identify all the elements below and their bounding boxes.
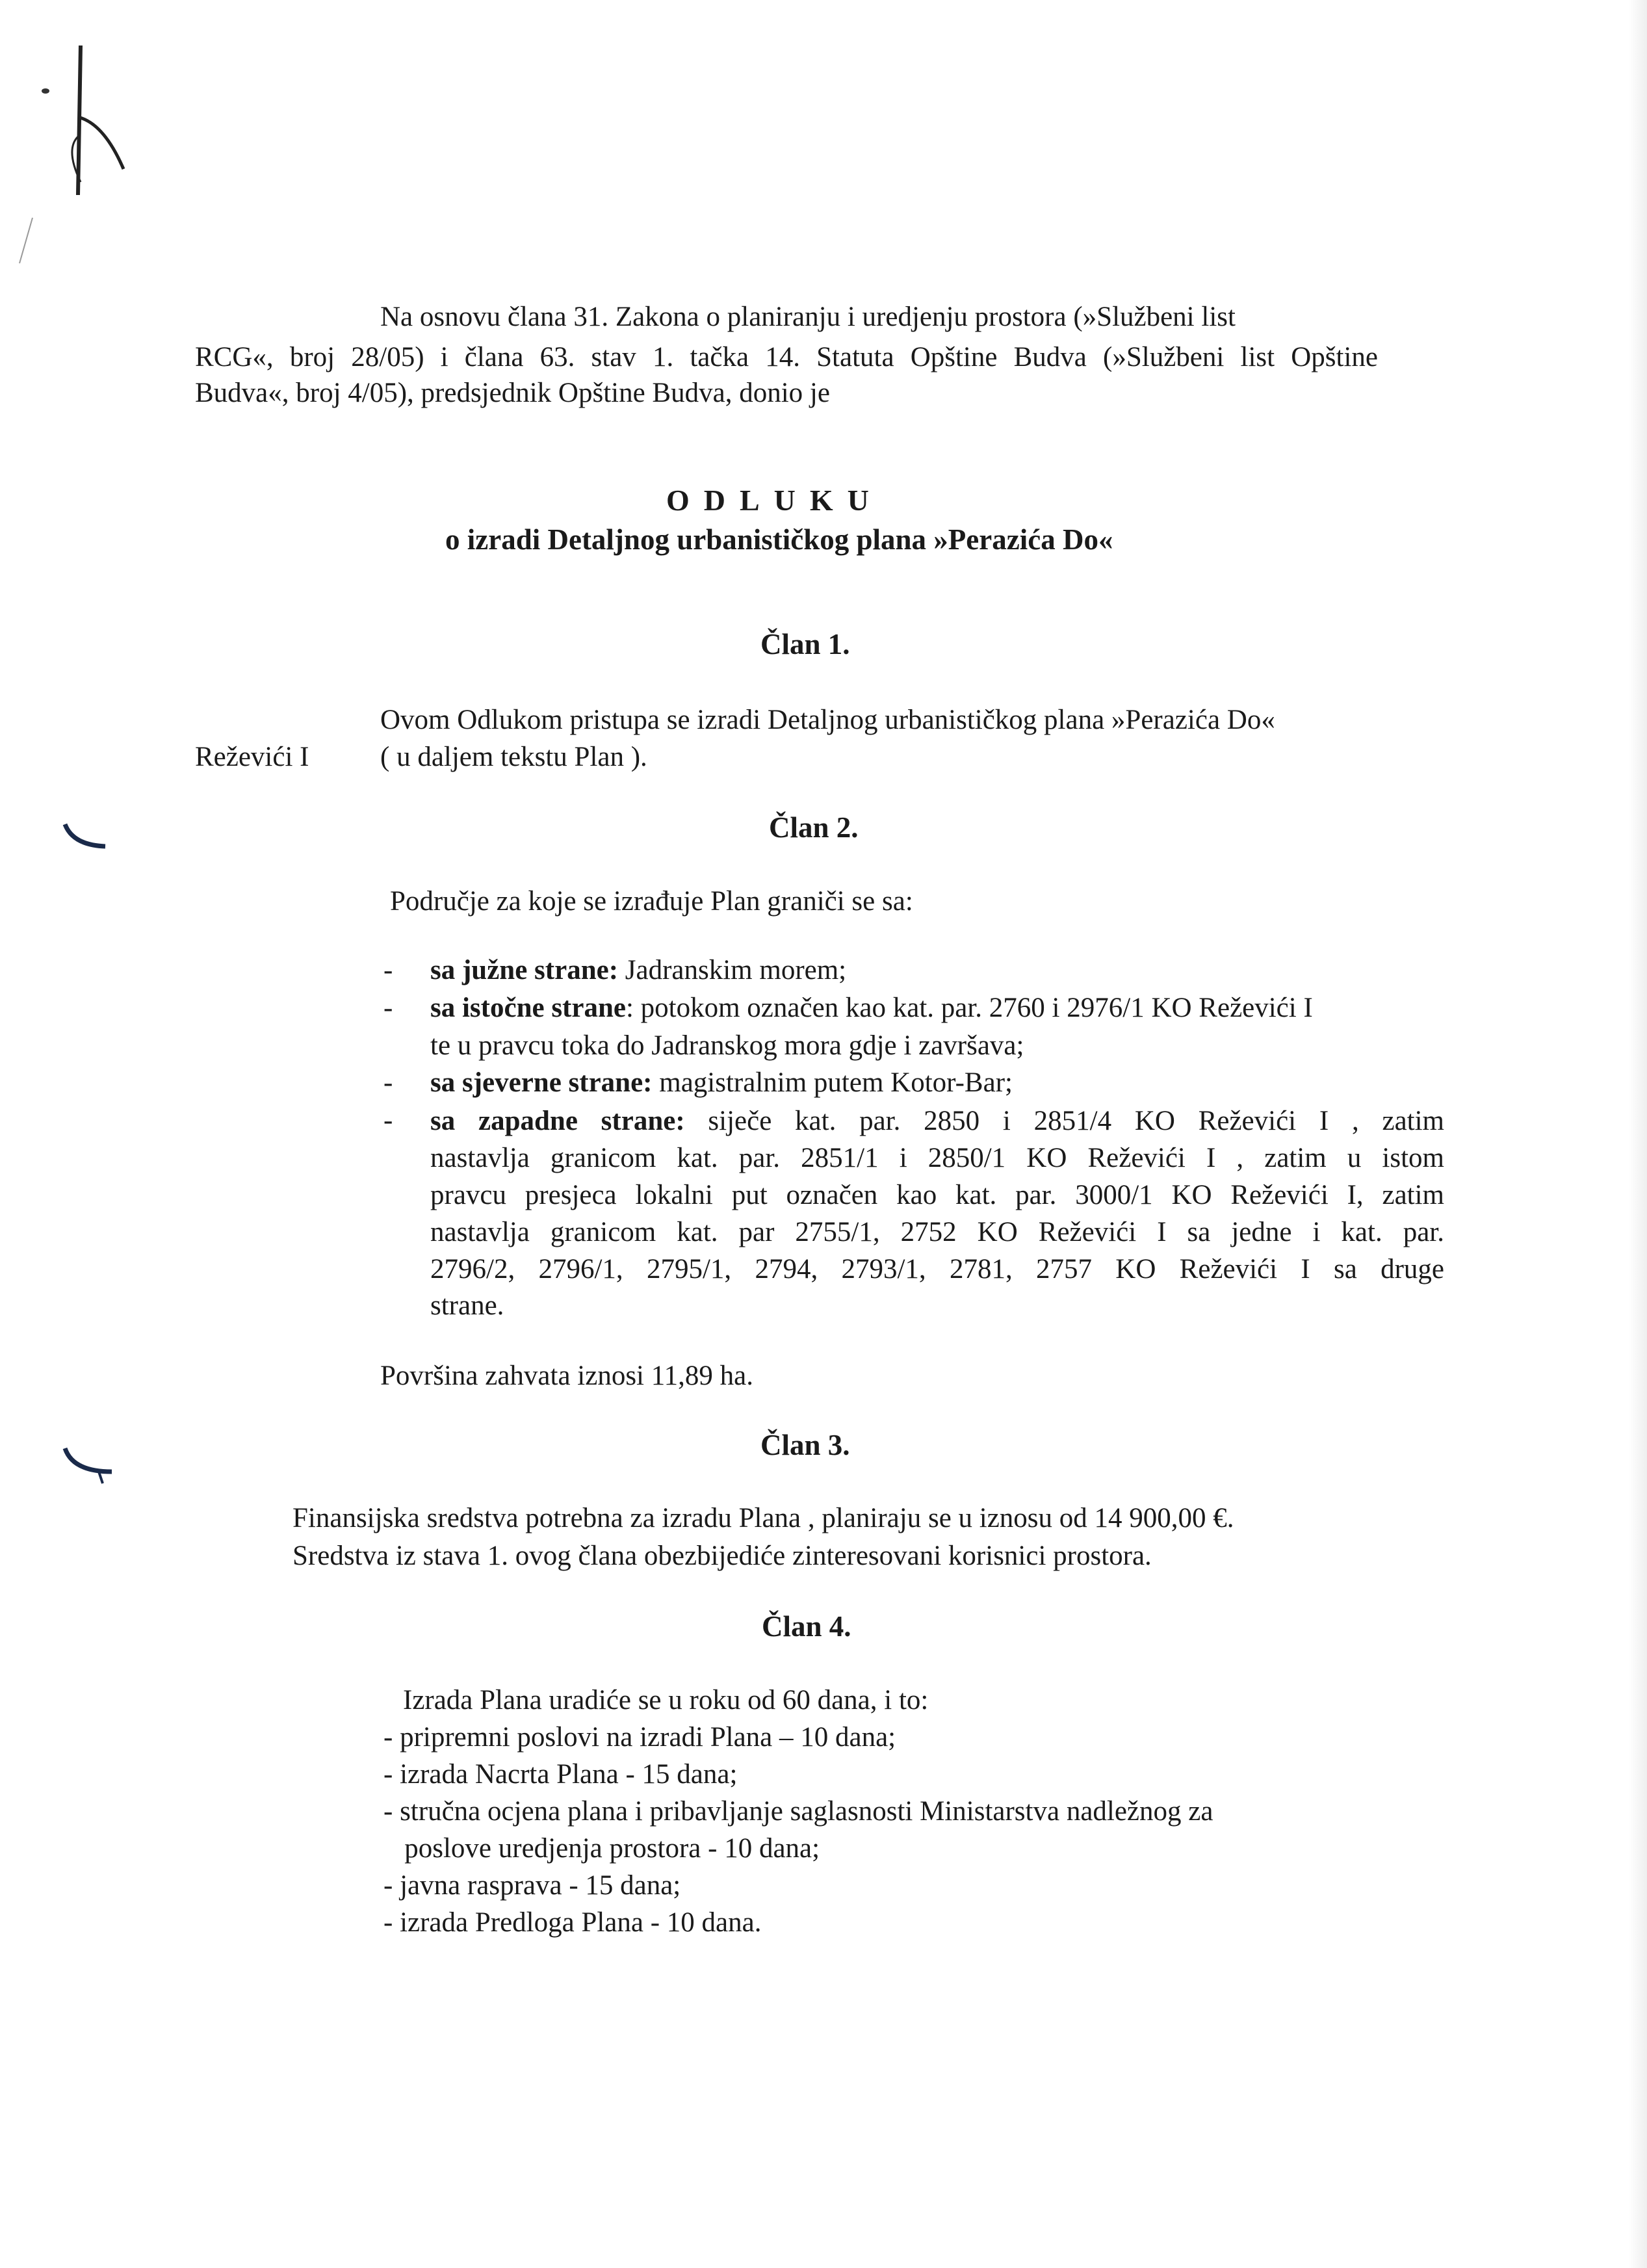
document-title: ODLUKU (666, 484, 883, 517)
article-4-item-5: - izrada Predloga Plana - 10 dana. (383, 1907, 762, 1938)
boundary-west-line-5: 2796/2, 2796/1, 2795/1, 2794, 2793/1, 2781, 2757 KO Reževići I sa druge (430, 1254, 1444, 1284)
document-subtitle: o izradi Detaljnog urbanističkog plana »Perazića Do« (445, 523, 1113, 556)
article-1-line-2: ( u daljem tekstu Plan ). (380, 742, 647, 772)
boundary-east (430, 992, 1313, 1024)
handwritten-mark-icon (39, 39, 143, 208)
boundary-north-label: sa sjeverne strane: (430, 1067, 653, 1098)
article-1-heading: Član 1. (760, 628, 850, 660)
article-3-line-2: Sredstva iz stava 1. ovog člana obezbijediće zinteresovani korisnici prostora. (292, 1541, 1152, 1571)
bullet-dash: - (383, 955, 393, 985)
preamble-line-2: RCG«, broj 28/05) i člana 63. stav 1. tačka 14. Statuta Opštine Budva (»Službeni list Opštine (195, 342, 1378, 372)
article-2-heading: Član 2. (769, 811, 859, 844)
boundary-west-line-2: nastavlja granicom kat. par. 2851/1 i 2850/1 KO Reževići I , zatim u istom (430, 1143, 1444, 1173)
area-statement: Površina zahvata iznosi 11,89 ha. (380, 1361, 753, 1391)
article-1-line-1: Ovom Odlukom pristupa se izradi Detaljnog urbanističkog plana »Perazića Do« (380, 705, 1275, 735)
boundary-west-line-4: nastavlja granicom kat. par 2755/1, 2752 KO Reževići I sa jedne i kat. par. (430, 1217, 1444, 1247)
preamble-line-3: Budva«, broj 4/05), predsjednik Opštine Budva, donio je (195, 378, 830, 408)
boundary-south-text: Jadranskim morem; (625, 955, 847, 985)
article-1-location: Reževići I (195, 742, 309, 772)
article-3-heading: Član 3. (760, 1429, 850, 1461)
bullet-dash: - (383, 993, 393, 1023)
punch-mark-icon (60, 819, 112, 858)
article-4-item-3: - stručna ocjena plana i pribavljanje saglasnosti Ministarstva nadležnog za (383, 1796, 1213, 1827)
boundary-north-text: magistralnim putem Kotor-Bar; (652, 1067, 1013, 1098)
article-4-item-1: - pripremni poslovi na izradi Plana – 10 dana; (383, 1722, 896, 1753)
article-2-intro: Područje za koje se izrađuje Plan graniči se sa: (390, 886, 913, 917)
boundary-west-line-6: strane. (430, 1290, 504, 1321)
article-4-item-3-cont: poslove uredjenja prostora - 10 dana; (383, 1833, 820, 1864)
boundary-west-text: siječe kat. par. 2850 i 2851/4 KO Reževići I , zatim (684, 1106, 1444, 1136)
article-4-heading: Član 4. (762, 1610, 851, 1643)
article-4-intro: Izrada Plana uradiće se u roku od 60 dana, i to: (403, 1685, 929, 1715)
punch-mark-icon (60, 1443, 118, 1489)
scan-edge (1629, 0, 1647, 2268)
boundary-south (430, 954, 846, 987)
boundary-north (430, 1067, 1013, 1099)
boundary-west (430, 1102, 1444, 1140)
scan-stroke-icon (13, 215, 39, 267)
preamble-line-1: Na osnovu člana 31. Zakona o planiranju i uredjenju prostora (»Službeni list (380, 302, 1236, 332)
bullet-dash: - (383, 1105, 393, 1136)
bullet-dash: - (383, 1067, 393, 1098)
article-4-item-4: - javna rasprava - 15 dana; (383, 1870, 681, 1901)
boundary-south-label: sa južne strane: (430, 955, 619, 985)
article-3-line-1: Finansijska sredstva potrebna za izradu Plana , planiraju se u iznosu od 14 900,00 €. (292, 1503, 1234, 1533)
boundary-east-label: sa istočne strane (430, 993, 626, 1023)
boundary-east-text: : potokom označen kao kat. par. 2760 i 2976/1 KO Reževići I (625, 993, 1313, 1023)
article-4-item-2: - izrada Nacrta Plana - 15 dana; (383, 1759, 738, 1790)
boundary-east-line-2: te u pravcu toka do Jadranskog mora gdje i završava; (430, 1030, 1024, 1061)
boundary-west-line-3: pravcu presjeca lokalni put označen kao kat. par. 3000/1 KO Reževići I, zatim (430, 1180, 1444, 1210)
boundary-west-label: sa zapadne strane: (430, 1106, 685, 1136)
